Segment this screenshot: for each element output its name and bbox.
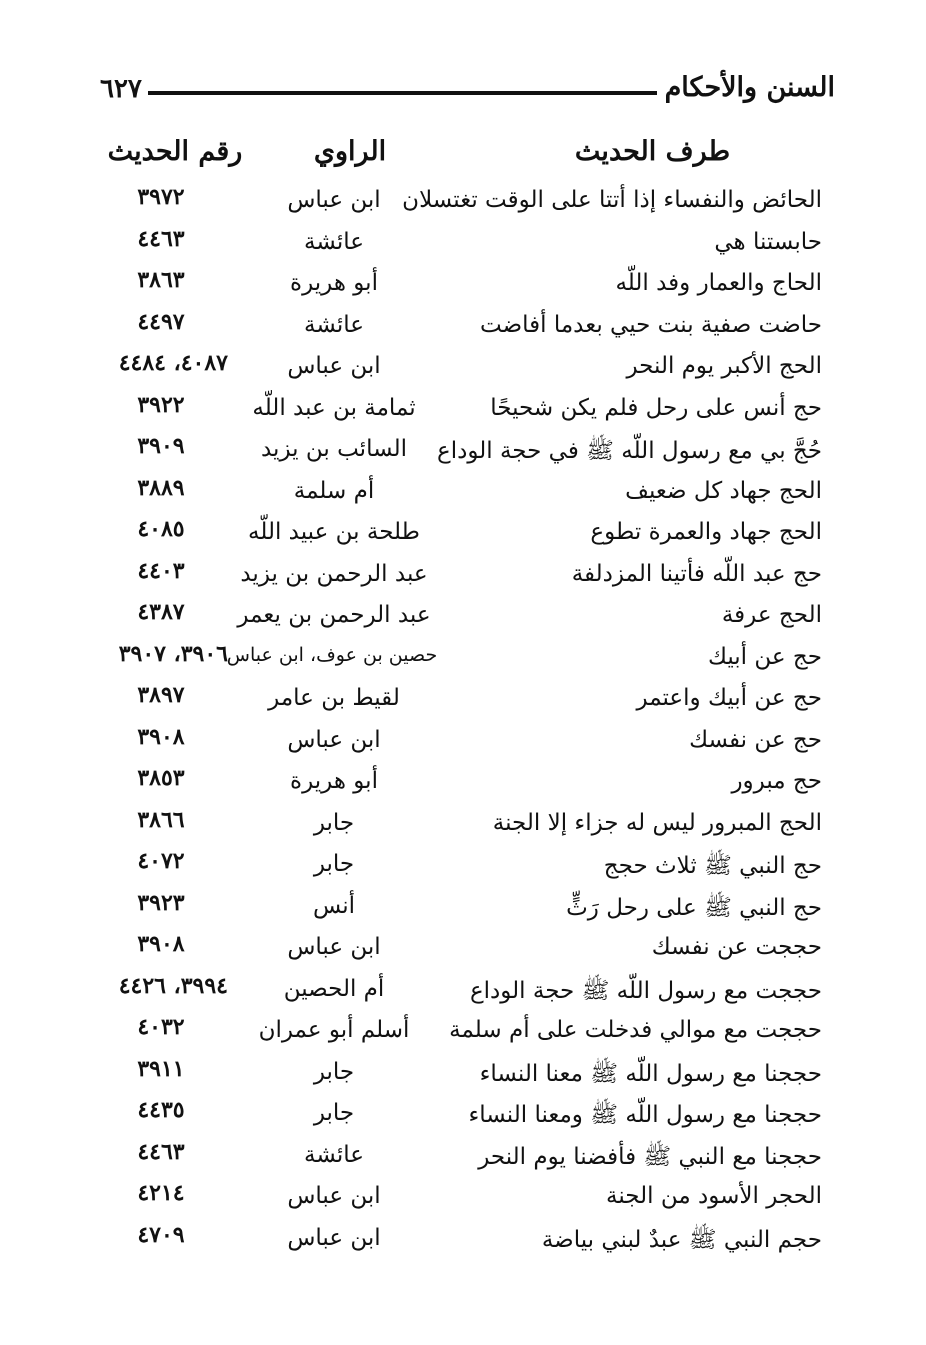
hadith-incipit: حُجَّ بي مع رسول اللّه ﷺ في حجة الوداع [437, 438, 822, 464]
table-row [0, 474, 926, 516]
hadith-incipit: الحج جهاد كل ضعيف [625, 477, 822, 504]
table-row [0, 266, 926, 308]
hadith-number: ٣٨٩٧ [137, 682, 185, 708]
table-row [0, 515, 926, 557]
hadith-incipit: حجم النبي ﷺ عبدٌ لبني بياضة [541, 1226, 822, 1253]
narrator: أبو هريرة [290, 270, 378, 296]
narrator: ابن عباس [287, 726, 381, 753]
hadith-incipit: الحج عرفة [721, 602, 822, 628]
hadith-incipit: حججت مع موالي فدخلت على أم سلمة [449, 1017, 822, 1043]
table-row [0, 349, 926, 391]
hadith-number: ٤٠٧٢ [137, 848, 185, 874]
hadith-incipit: حابستنا هي [714, 228, 822, 255]
table-row [0, 640, 926, 682]
hadith-number: ٣٨٥٣ [137, 765, 185, 791]
table-row [0, 847, 926, 889]
table-row [0, 1013, 926, 1055]
narrator: ابن عباس [287, 187, 381, 213]
table-row [0, 225, 926, 267]
hadith-number: ٣٩١١ [137, 1055, 185, 1082]
hadith-number: ٣٩٢٢ [137, 391, 185, 418]
hadith-number: ٣٩٠٩ [137, 433, 185, 459]
narrator: أسلم أبو عمران [258, 1017, 410, 1043]
hadith-number: ٣٩٧٢ [137, 184, 185, 210]
hadith-number: ٣٨٦٦ [137, 806, 185, 833]
column-header-hadith: طرف الحديث [574, 136, 731, 167]
hadith-incipit: حججنا مع رسول اللّه ﷺ معنا النساء [479, 1060, 822, 1087]
column-header-number: رقم الحديث [107, 136, 243, 167]
narrator: ابن عباس [287, 934, 381, 960]
hadith-incipit: حج عن أبيك واعتمر [636, 685, 822, 711]
column-headers [0, 136, 926, 180]
hadith-number: ٣٩٢٣ [137, 889, 185, 916]
page-number: ٦٢٧ [100, 74, 142, 104]
table-row [0, 432, 926, 474]
narrator: ابن عباس [287, 353, 381, 379]
narrator: جابر [313, 1100, 355, 1126]
hadith-incipit: الحاج والعمار وفد اللّه [615, 270, 822, 296]
hadith-incipit: الحائض والنفساء إذا أتتا على الوقت تغتسلان [402, 187, 822, 213]
index-table [0, 183, 926, 1262]
narrator: أنس [312, 892, 356, 919]
table-row [0, 1179, 926, 1221]
hadith-incipit: حج أنس على رحل فلم يكن شحيحًا [490, 394, 822, 421]
hadith-incipit: حاضت صفية بنت حيي بعدما أفاضت [480, 311, 822, 338]
table-row [0, 889, 926, 931]
narrator: طلحة بن عبيد اللّه [248, 519, 420, 545]
table-row [0, 598, 926, 640]
hadith-incipit: حججت عن نفسك [651, 934, 822, 960]
hadith-number: ٤٤٣٥ [137, 1097, 185, 1123]
narrator: أم سلمة [293, 477, 375, 504]
hadith-number: ٣٩٠٨ [137, 723, 185, 750]
table-row [0, 681, 926, 723]
hadith-incipit: الحج جهاد والعمرة تطوع [590, 519, 822, 545]
narrator: عائشة [304, 311, 364, 338]
narrator: عائشة [304, 228, 364, 255]
hadith-number: ٤٧٠٩ [137, 1221, 185, 1248]
hadith-number: ٤٠٨٧، ٤٤٨٤ [118, 350, 228, 376]
narrator: عبد الرحمن بن يعمر [237, 602, 431, 628]
narrator: جابر [313, 809, 355, 836]
narrator: أم الحصين [283, 975, 385, 1002]
table-row [0, 930, 926, 972]
table-row [0, 806, 926, 848]
hadith-number: ٤٤٦٣ [137, 1138, 185, 1165]
table-row [0, 1096, 926, 1138]
hadith-incipit: الحجر الأسود من الجنة [606, 1183, 822, 1209]
narrator: عبد الرحمن بن يزيد [240, 560, 428, 587]
hadith-incipit: الحج المبرور ليس له جزاء إلا الجنة [492, 809, 822, 836]
hadith-incipit: حججنا مع النبي ﷺ فأفضنا يوم النحر [478, 1143, 822, 1170]
hadith-number: ٤٤٩٧ [137, 308, 185, 335]
hadith-number: ٤٠٨٥ [137, 516, 185, 542]
hadith-number: ٣٨٦٣ [137, 267, 185, 293]
hadith-number: ٤٢١٤ [137, 1180, 185, 1206]
hadith-incipit: حج عبد اللّه فأتينا المزدلفة [571, 560, 822, 587]
table-row [0, 391, 926, 433]
table-row [0, 972, 926, 1014]
hadith-incipit: حج عن أبيك [707, 643, 822, 670]
hadith-number: ٣٨٨٩ [137, 474, 185, 501]
narrator: لقيط بن عامر [268, 685, 400, 711]
book-title: السنن والأحكام [664, 72, 835, 103]
header-rule [148, 91, 657, 95]
table-row [0, 1221, 926, 1263]
narrator: حصين بن عوف، ابن عباس [226, 643, 438, 666]
hadith-number: ٣٩٠٨ [137, 931, 185, 957]
narrator: السائب بن يزيد [260, 436, 407, 462]
hadith-incipit: حج النبي ﷺ على رحل رَثٍّ [566, 894, 822, 921]
narrator: أبو هريرة [290, 768, 378, 794]
table-row [0, 557, 926, 599]
table-row [0, 1138, 926, 1180]
hadith-number: ٤٣٨٧ [137, 599, 185, 625]
hadith-incipit: حججت مع رسول اللّه ﷺ حجة الوداع [469, 977, 822, 1004]
hadith-incipit: حج مبرور [731, 768, 822, 794]
hadith-number: ٣٩٠٦، ٣٩٠٧ [118, 640, 228, 667]
table-row [0, 764, 926, 806]
narrator: جابر [313, 1058, 355, 1085]
hadith-incipit: الحج الأكبر يوم النحر [626, 353, 822, 379]
hadith-number: ٣٩٩٤، ٤٤٢٦ [118, 972, 228, 999]
hadith-incipit: حججنا مع رسول اللّه ﷺ ومعنا النساء [468, 1102, 822, 1128]
narrator: ابن عباس [287, 1224, 381, 1251]
hadith-number: ٤٤٠٣ [137, 557, 185, 584]
narrator: جابر [313, 851, 355, 877]
hadith-number: ٤٤٦٣ [137, 225, 185, 252]
table-row [0, 723, 926, 765]
table-row [0, 183, 926, 225]
narrator: ابن عباس [287, 1183, 381, 1209]
table-row [0, 1055, 926, 1097]
running-header [100, 72, 835, 116]
hadith-incipit: حج النبي ﷺ ثلاث حجج [603, 853, 822, 879]
hadith-number: ٤٠٣٢ [137, 1014, 185, 1040]
narrator: عائشة [304, 1141, 364, 1168]
column-header-narrator: الراوي [313, 136, 387, 167]
narrator: ثمامة بن عبد اللّه [252, 394, 416, 421]
hadith-incipit: حج عن نفسك [689, 726, 822, 753]
table-row [0, 308, 926, 350]
